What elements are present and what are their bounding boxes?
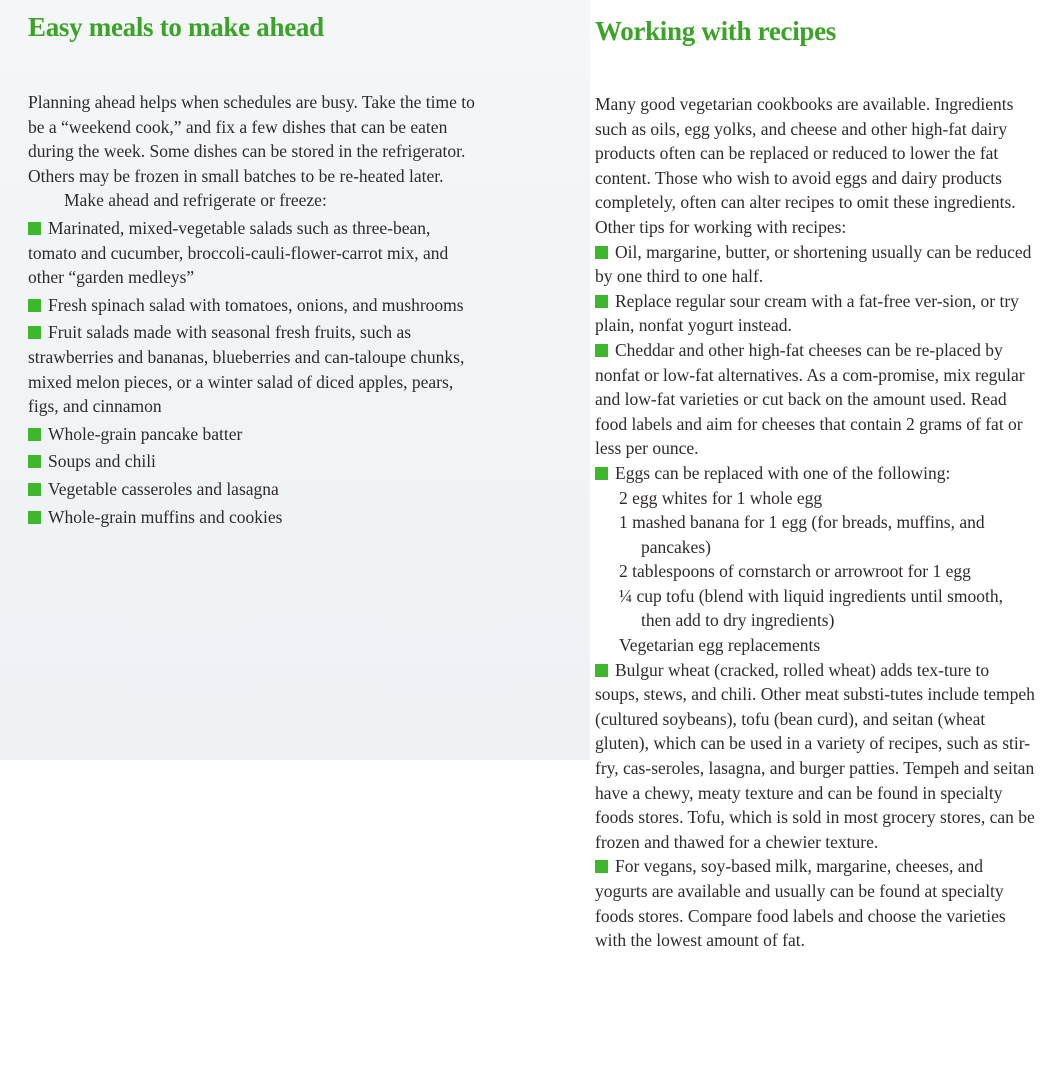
left-intro: Planning ahead helps when schedules are busy. Take the time to be a “weekend cook,” and fix a few dishes that can be eaten during the week. Some dishes can be stored in the refrigerator. Others may be frozen in small batches to be re-heated later. [28,92,475,186]
tip-item: Replace regular sour cream with a fat-free ver-sion, or try plain, nonfat yogurt instead. [595,290,1019,336]
list-item: Whole-grain pancake batter [28,422,478,447]
bullet-square-icon [28,483,41,496]
egg-sub-item: 2 egg whites for 1 whole egg [619,487,823,508]
right-body [595,92,1037,953]
list-item: Soups and chili [28,449,478,474]
bullet-square-icon [28,222,41,235]
egg-sub-item: 2 tablespoons of cornstarch or arrowroot for 1 egg [619,561,971,582]
tip-item: Cheddar and other high-fat cheeses can be re-placed by nonfat or low-fat alternatives. As a com-promise, mix regular and low-fat varieties or cut back on the amount used. Read food labels and aim for cheeses that contain 2 grams of fat or less per ounce. [595,339,1025,459]
bullet-square-icon [28,511,41,524]
tip-item: Bulgur wheat (cracked, rolled wheat) adds tex-ture to soups, stews, and chili. Other meat substi-tutes include tempeh (cultured soybeans), tofu (bean curd), and seitan (wheat gluten), which can be used in a variety of recipes, such as stir-fry, cas-seroles, lasagna, and burger patties. Tempeh and seitan have a chewy, meaty texture and can be found in specialty foods stores. Tofu, which is sold in most grocery stores, can be frozen and thawed for a chewier texture. [595,659,1035,852]
bullet-square-icon [595,664,608,677]
bullet-square-icon [595,295,608,308]
right-intro: Many good vegetarian cookbooks are available. Ingredients such as oils, egg yolks, and cheese and other high-fat dairy products often can be replaced or reduced to lower the fat content. Those who wish to avoid eggs and dairy products completely, often can alter recipes to omit these ingredients. Other tips for working with recipes: [595,94,1016,237]
tip-item: For vegans, soy-based milk, margarine, cheeses, and yogurts are available and usually can be found at specialty foods stores. Compare food labels and choose the varieties with the lowest amount of fat. [595,856,1006,951]
egg-sub-item: ¼ cup tofu (blend with liquid ingredients until smooth, then add to dry ingredients) [619,585,1003,631]
bullet-square-icon [595,246,608,259]
bullet-square-icon [595,860,608,873]
egg-sub-item: Vegetarian egg replacements [619,635,821,656]
bullet-square-icon [28,428,41,441]
bullet-square-icon [28,455,41,468]
left-body [28,90,478,529]
list-item: Marinated, mixed-vegetable salads such as three-bean, tomato and cucumber, broccoli-cauli-flower-carrot mix, and other “garden medleys” [28,217,449,288]
right-heading: Working with recipes [595,16,837,46]
left-subhead: Make ahead and refrigerate or freeze: [64,190,327,211]
list-item: Fruit salads made with seasonal fresh fruits, such as strawberries and bananas, blueberries and can-taloupe chunks, mixed melon pieces, or a winter salad of diced apples, pears, figs, and cinnamon [28,322,465,417]
tip-item: Eggs can be replaced with one of the following: [595,461,1037,486]
bullet-square-icon [595,344,608,357]
tip-item: Oil, margarine, butter, or shortening usually can be reduced by one third to one half. [595,241,1032,287]
list-item: Fresh spinach salad with tomatoes, onions, and mushrooms [28,293,478,318]
bullet-square-icon [28,299,41,312]
left-heading: Easy meals to make ahead [28,12,324,42]
bullet-square-icon [28,326,41,339]
list-item: Vegetable casseroles and lasagna [28,477,478,502]
bullet-square-icon [595,467,608,480]
list-item: Whole-grain muffins and cookies [28,505,478,530]
egg-sub-item: 1 mashed banana for 1 egg (for breads, muffins, and pancakes) [619,512,985,557]
